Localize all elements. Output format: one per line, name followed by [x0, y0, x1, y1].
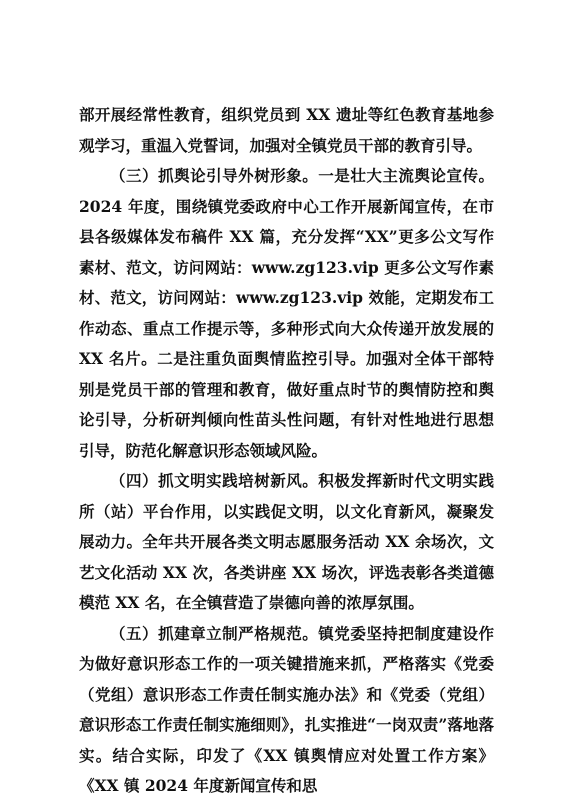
paragraph-section-four: （四）抓文明实践培树新风。积极发挥新时代文明实践所（站）平台作用，以实践促文明，以文化育新风，凝聚发展动力。全年共开展各类文明志愿服务活动 XX 余场次，文艺文化活动 XX 次，各类讲座 XX 场次，评选表彰各类道德模范 XX 名，在全镇营造了崇德向善的浓厚氛围。 — [79, 471, 494, 612]
paragraph-section-five: （五）抓建章立制严格规范。镇党委坚持把制度建设作为做好意识形态工作的一项关键措施来抓，严格落实《党委（党组）意识形态工作责任制实施办法》和《党委（党组）意识形态工作责任制实施细则》，扎实推进“一岗双责”落地落实。结合实际，印发了《XX 镇舆情应对处置工作方案》《XX 镇 2024 年度新闻宣传和思 — [79, 623, 494, 795]
document-body — [79, 100, 494, 802]
paragraph-continuation: 部开展经常性教育，组织党员到 XX 遗址等红色教育基地参观学习，重温入党誓词，加强对全镇党员干部的教育引导。 — [79, 105, 494, 155]
paragraph-section-three: （三）抓舆论引导外树形象。一是壮大主流舆论宣传。2024 年度，围绕镇党委政府中心工作开展新闻宣传，在市县各级媒体发布稿件 XX 篇，充分发挥“XX”更多公文写作素材、范文，访问网站：www.zg123.vip 更多公文写作素材、范文，访问网站：www.zg123.vip 效能，定期发布工作动态、重点工作提示等，多种形式向大众传递开放发展的 XX 名片。二是注重负面舆情监控引导。加强对全体干部特别是党员干部的管理和教育，做好重点时节的舆情防控和舆论引导，分析研判倾向性苗头性问题，有针对性地进行思想引导，防范化解意识形态领域风险。 — [79, 166, 494, 460]
